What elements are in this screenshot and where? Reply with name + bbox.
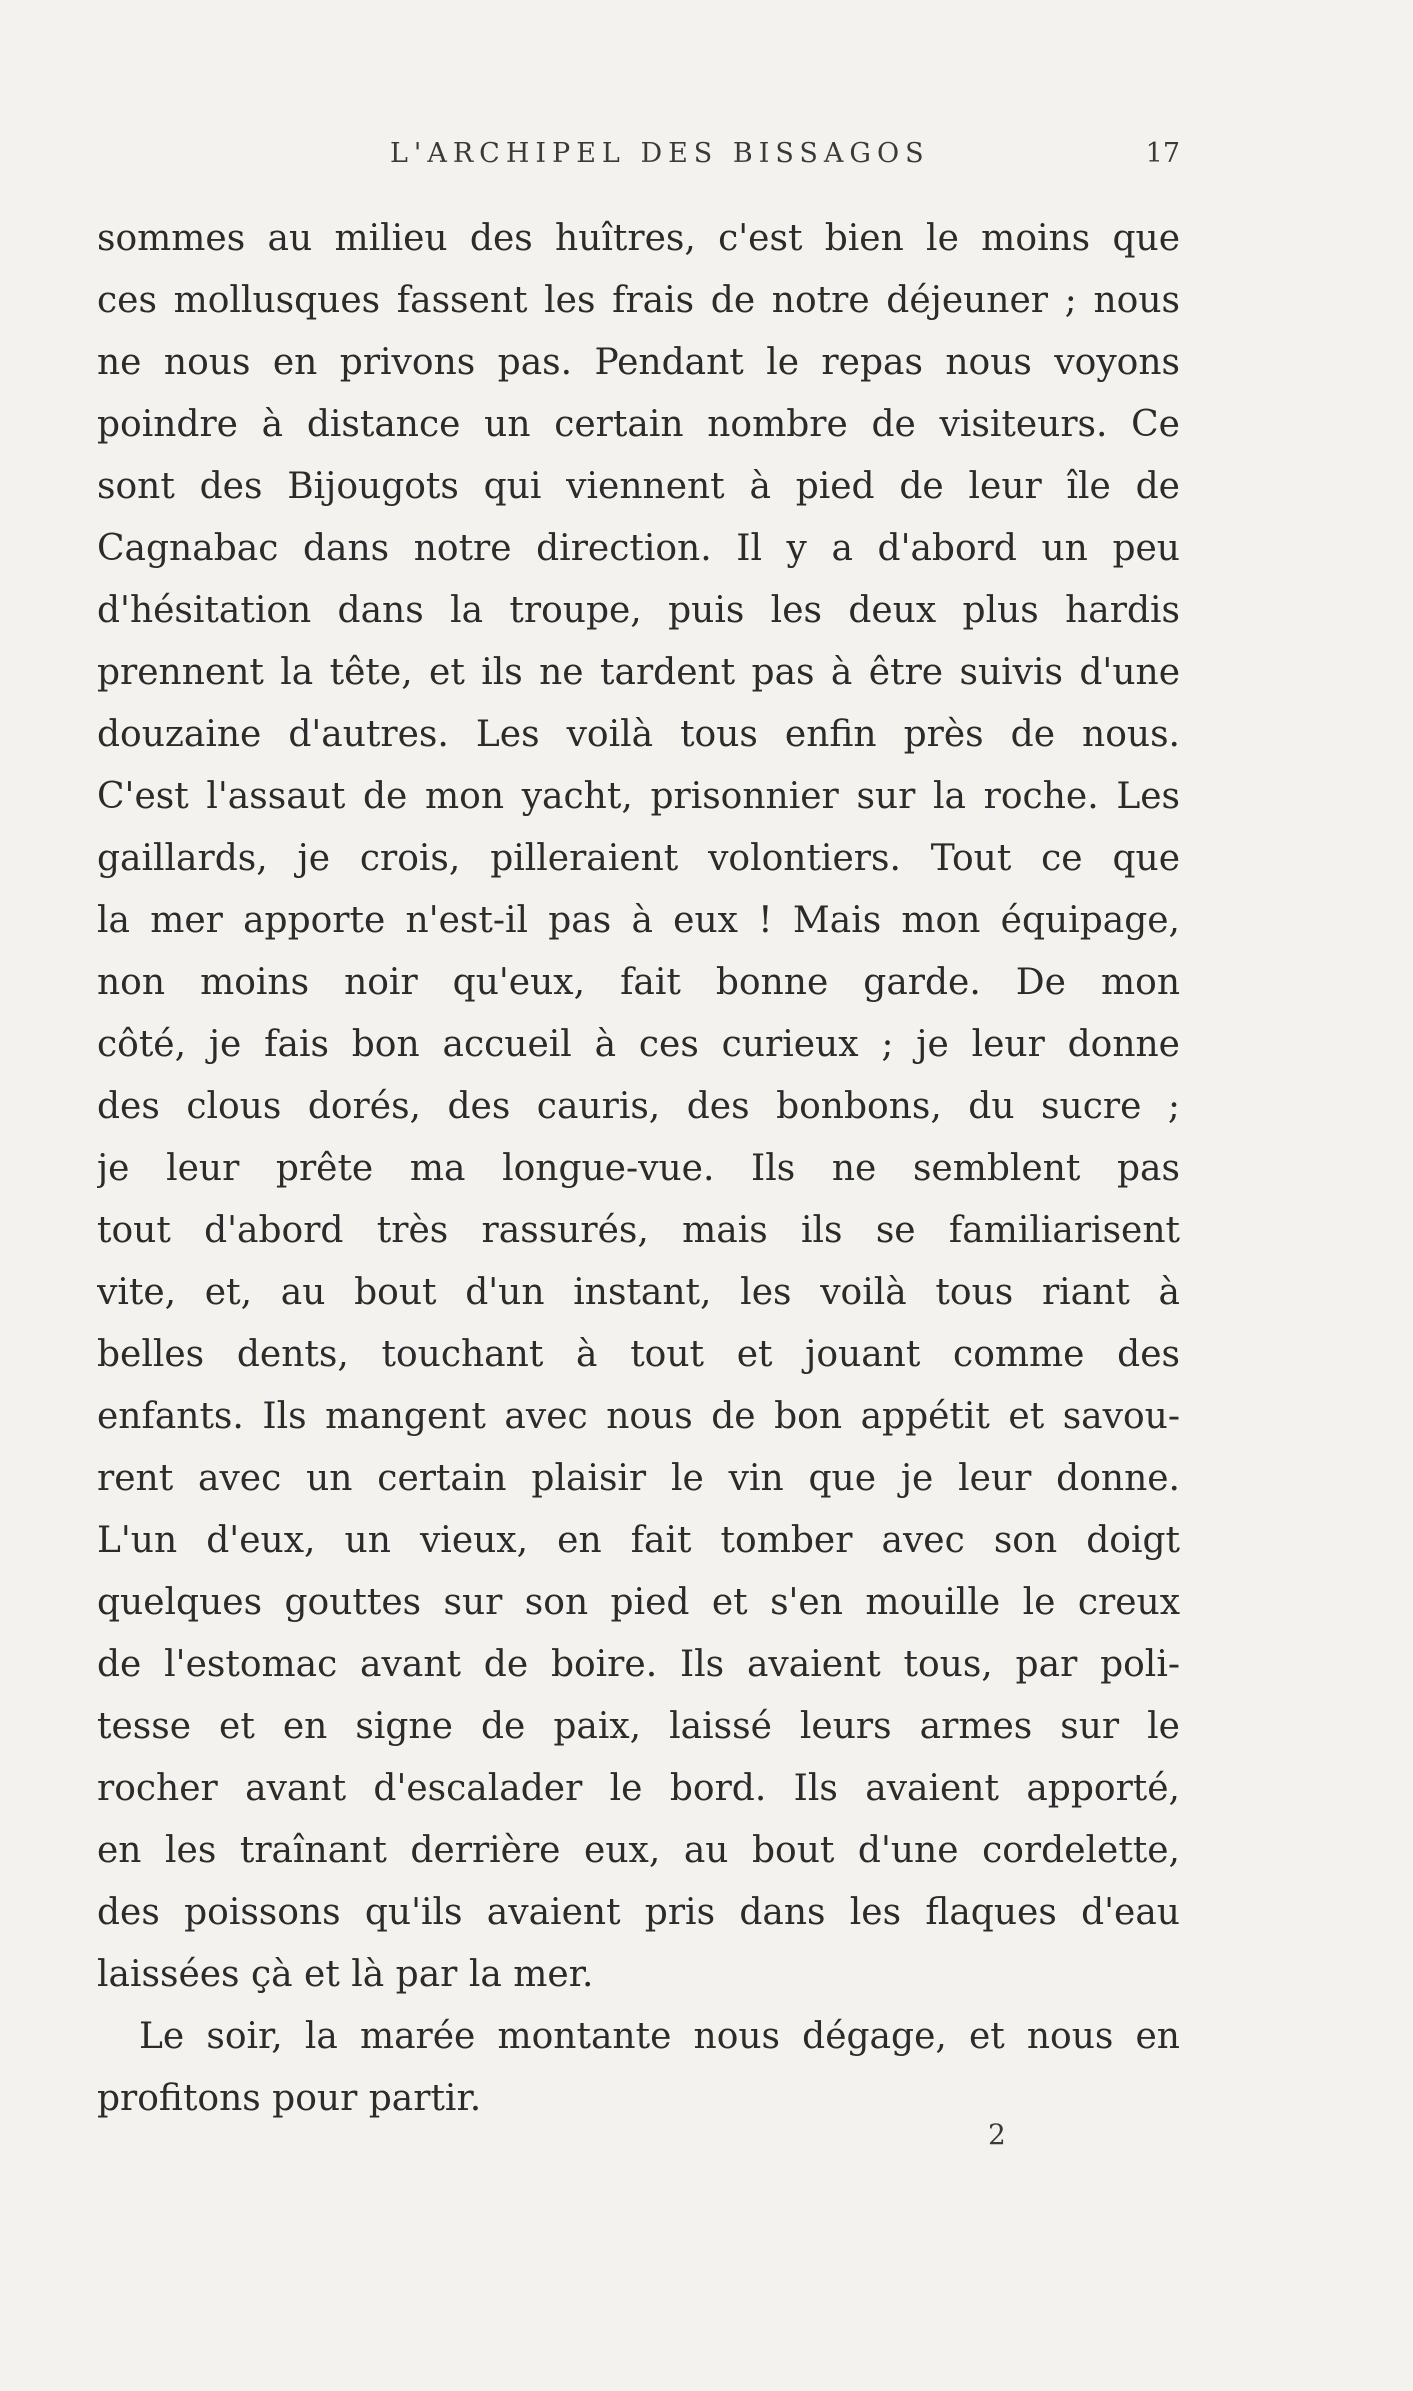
text-line: Cagnabac dans notre direction. Il y a d'abord un peu [97,528,1180,569]
text-line: de l'estomac avant de boire. Ils avaient tous, par poli- [97,1644,1180,1685]
page-number: 17 [1145,138,1180,169]
text-line: L'un d'eux, un vieux, en fait tomber avec son doigt [97,1520,1180,1561]
text-line: douzaine d'autres. Les voilà tous enfin près de nous. [97,714,1180,755]
text-line: quelques gouttes sur son pied et s'en mouille le creux [97,1582,1180,1623]
text-line: laissées çà et là par la mer. [97,1954,594,1995]
signature-mark: 2 [988,2118,1006,2151]
paragraph-1 [97,208,1180,2006]
body-text [97,208,1180,2130]
running-head [390,138,1180,178]
text-line: ces mollusques fassent les frais de notre déjeuner ; nous [97,280,1180,321]
text-line: en les traînant derrière eux, au bout d'une cordelette, [97,1830,1180,1871]
running-title: L'ARCHIPEL DES BISSAGOS [390,138,930,169]
text-line: gaillards, je crois, pilleraient volontiers. Tout ce que [97,838,1180,879]
text-line: des clous dorés, des cauris, des bonbons, du sucre ; [97,1086,1180,1127]
text-line: je leur prête ma longue-vue. Ils ne semblent pas [97,1148,1180,1189]
text-line: poindre à distance un certain nombre de visiteurs. Ce [97,404,1180,445]
text-line: ne nous en privons pas. Pendant le repas nous voyons [97,342,1180,383]
text-line: rent avec un certain plaisir le vin que je leur donne. [97,1458,1180,1499]
text-line: sont des Bijougots qui viennent à pied de leur île de [97,466,1180,507]
text-line: tout d'abord très rassurés, mais ils se familiarisent [97,1210,1180,1251]
text-line: d'hésitation dans la troupe, puis les deux plus hardis [97,590,1180,631]
text-line: profitons pour partir. [97,2078,482,2119]
text-line: Le soir, la marée montante nous dégage, et nous en [139,2016,1180,2057]
text-line: rocher avant d'escalader le bord. Ils avaient apporté, [97,1768,1180,1809]
text-line: des poissons qu'ils avaient pris dans les flaques d'eau [97,1892,1180,1933]
text-line: enfants. Ils mangent avec nous de bon appétit et savou- [97,1396,1180,1437]
text-line: vite, et, au bout d'un instant, les voilà tous riant à [97,1272,1180,1313]
text-line: côté, je fais bon accueil à ces curieux ; je leur donne [97,1024,1180,1065]
text-line: sommes au milieu des huîtres, c'est bien le moins que [97,218,1180,259]
text-line: la mer apporte n'est-il pas à eux ! Mais mon équipage, [97,900,1180,941]
text-line: non moins noir qu'eux, fait bonne garde. De mon [97,962,1180,1003]
text-line: prennent la tête, et ils ne tardent pas à être suivis d'une [97,652,1180,693]
text-line: tesse et en signe de paix, laissé leurs armes sur le [97,1706,1180,1747]
paragraph-2 [97,2006,1180,2130]
text-line: C'est l'assaut de mon yacht, prisonnier sur la roche. Les [97,776,1180,817]
text-line: belles dents, touchant à tout et jouant comme des [97,1334,1180,1375]
